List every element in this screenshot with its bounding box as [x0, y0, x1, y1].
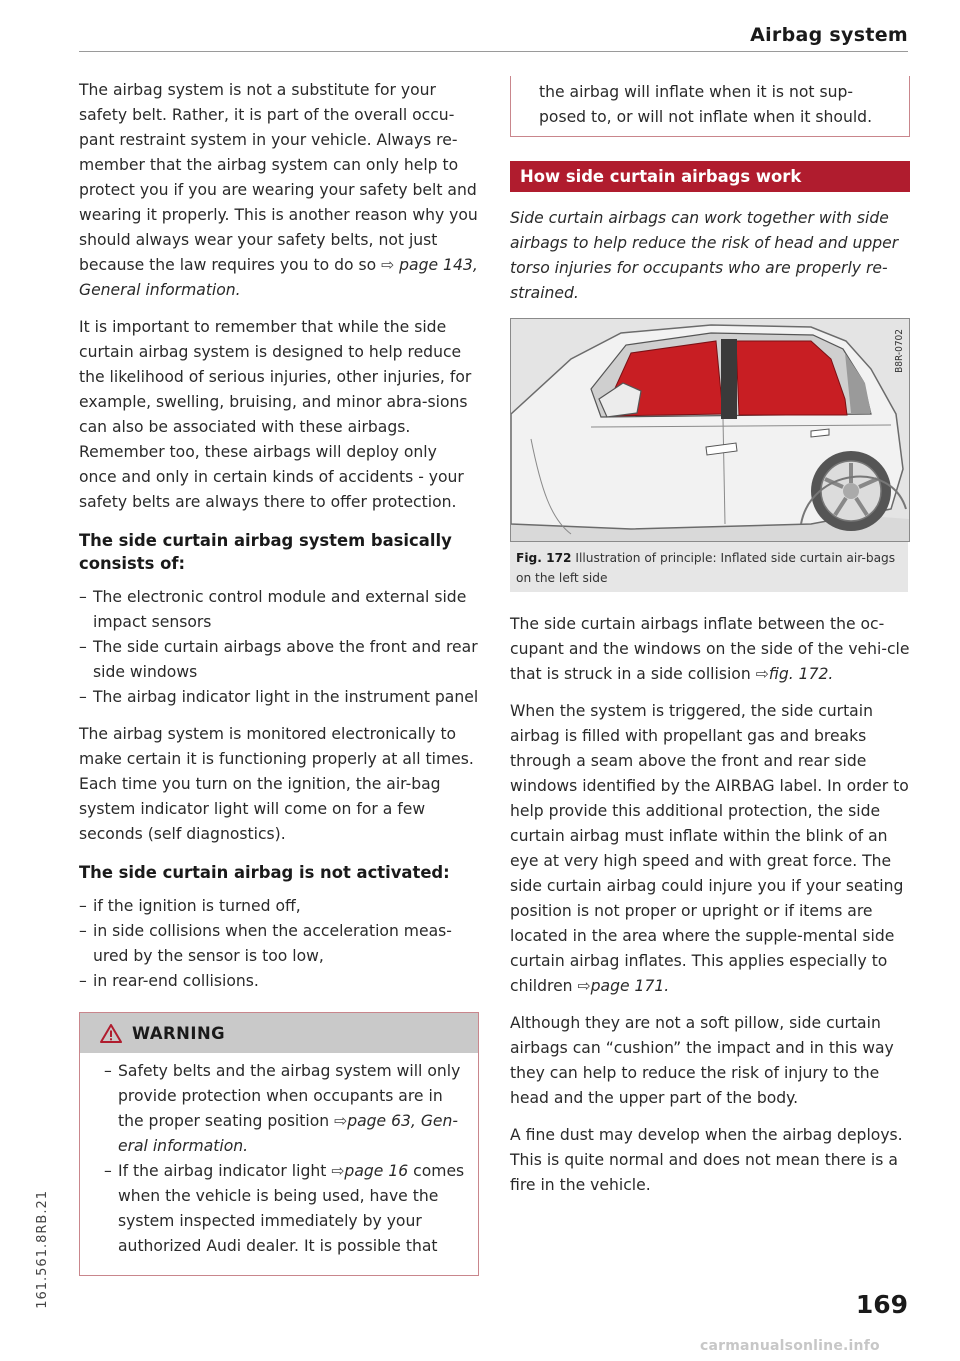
figure-label: Fig. 172: [516, 551, 572, 565]
warning-continuation-text: the airbag will inflate when it is not sup-posed to, or will not inflate when it should.: [539, 83, 873, 126]
warning-list: [92, 1059, 466, 1259]
arrow-right-icon: ⇨: [577, 977, 591, 995]
heading-system-consists: The side curtain airbag system basically consists of:: [79, 531, 452, 573]
list-item: – Safety belts and the airbag system will only provide protection when occupants are in the proper seating position ⇨page 63, Gen-eral information.: [92, 1059, 466, 1159]
watermark: carmanualsonline.info: [700, 1338, 880, 1354]
list-item: – The side curtain airbags above the front and rear side windows: [79, 635, 479, 685]
car-illustration: [511, 319, 909, 541]
page-number: 169: [855, 1290, 908, 1319]
left-column: [79, 78, 479, 1276]
section-title-bar: How side curtain airbags work: [510, 161, 910, 192]
paragraph-inflate-between: The side curtain airbags inflate between the oc-cupant and the windows on the side of the vehi-cle that is struck in a side collision ⇨fig. 172.: [510, 615, 910, 683]
arrow-right-icon: ⇨: [755, 665, 769, 683]
heading-not-activated: The side curtain airbag is not activated:: [79, 863, 450, 882]
paragraph-fine-dust: A fine dust may develop when the airbag deploys. This is quite normal and does not mean there is a fire in the vehicle.: [510, 1126, 903, 1194]
right-column: [510, 78, 910, 1210]
list-not-activated: [79, 894, 479, 994]
paragraph-system-triggered: When the system is triggered, the side curtain airbag is filled with propellant gas and breaks through a seam above the front and rear side windows identified by the AIRBAG label. In order to help provide this additional protection, the side curtain airbag must inflate within the blink of an eye at very high speed and with great force. The side curtain airbag could injure you if your seating position is not proper or upright or if items are located in the area where the supple-mental side curtain airbag inflates. This applies especially to children ⇨page 171.: [510, 702, 909, 995]
warning-title: WARNING: [132, 1023, 226, 1043]
warning-header: [80, 1013, 478, 1053]
xref-page-143[interactable]: ⇨ page 143, General information.: [79, 256, 478, 299]
xref-page-16[interactable]: ⇨page 16: [331, 1162, 409, 1180]
warning-triangle-icon: [100, 1024, 122, 1043]
xref-page-63[interactable]: ⇨page 63, Gen-eral information.: [118, 1112, 459, 1155]
header-divider: [79, 51, 908, 52]
warning-box: [79, 1012, 479, 1276]
list-item: – in rear-end collisions.: [79, 969, 479, 994]
paragraph-cushion: Although they are not a soft pillow, side curtain airbags can “cushion” the impact and in this way they can help to reduce the risk of injury to the head and the upper part of the body.: [510, 1014, 894, 1107]
list-item: – If the airbag indicator light ⇨page 16 comes when the vehicle is being used, have the system inspected immediately by your authorized Audi dealer. It is possible that: [92, 1159, 466, 1259]
page-header-title: Airbag system: [750, 24, 908, 46]
xref-page-171[interactable]: ⇨page 171.: [577, 977, 670, 995]
arrow-right-icon: ⇨: [331, 1162, 345, 1180]
warning-body: [80, 1053, 478, 1275]
figure-caption: [510, 542, 908, 592]
list-item: – if the ignition is turned off,: [79, 894, 479, 919]
paragraph-safety-belt: The airbag system is not a substitute for your safety belt. Rather, it is part of the overall occu-pant restraint system in your vehicle. Always re-member that the airbag system can only help to protect you if you are wearing your safety belt and wearing it properly. This is another reason why you should always wear your safety belts, not just because the law requires you to do so ⇨ page 143, General information.: [79, 81, 478, 299]
right-body-text: [510, 612, 910, 1198]
list-system-components: [79, 585, 479, 710]
list-item: – in side collisions when the acceleration meas-ured by the sensor is too low,: [79, 919, 479, 969]
arrow-right-icon: ⇨: [381, 256, 395, 274]
xref-fig-172[interactable]: ⇨fig. 172.: [755, 665, 834, 683]
arrow-right-icon: ⇨: [334, 1112, 348, 1130]
paragraph-monitoring: The airbag system is monitored electronically to make certain it is functioning properly at all times. Each time you turn on the ignition, the air-bag system indicator light will come on for a few seconds (self diagnostics).: [79, 725, 474, 843]
document-code: 161.561.8RB.21: [35, 1190, 50, 1309]
paragraph-other-injuries: It is important to remember that while the side curtain airbag system is designed to help reduce the likelihood of serious injuries, other injuries, for example, swelling, bruising, and minor abra-sions can also be associated with these airbags. Remember too, these airbags will deploy only once and only in certain kinds of accidents - your safety belts are always there to offer protection.: [79, 318, 472, 511]
figure-caption-text: Illustration of principle: Inflated side curtain air-bags on the left side: [516, 551, 896, 585]
list-item: – The electronic control module and external side impact sensors: [79, 585, 479, 635]
list-item: – The airbag indicator light in the instrument panel: [79, 685, 479, 710]
warning-continuation-box: [510, 76, 910, 137]
figure-code: B8R-0702: [894, 329, 905, 373]
figure-side-curtain-airbags: [510, 318, 910, 542]
section-intro: Side curtain airbags can work together with side airbags to help reduce the risk of head and upper torso injuries for occupants who are properly re-strained.: [510, 209, 899, 302]
